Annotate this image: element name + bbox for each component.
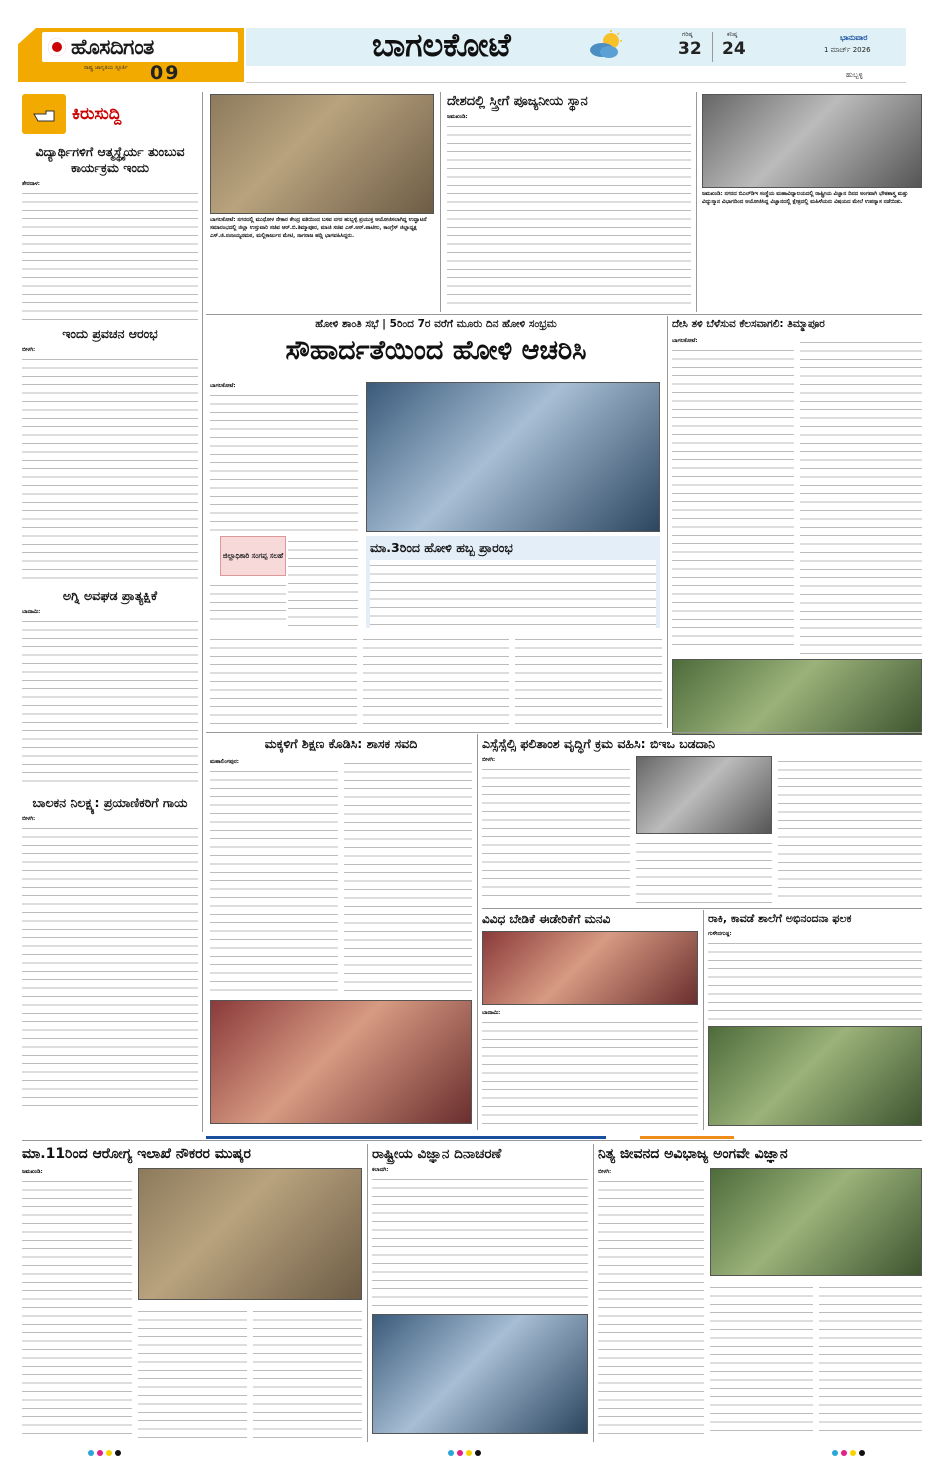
sslc-headline: ಎಸ್ಸೆಸ್ಸೆಲ್ಸಿ ಫಲಿತಾಂಶ ವೃದ್ಧಿಗೆ ಕ್ರಮ ವಹಿಸಿ: ಬಿಇಒ ಬಡದಾನಿ <box>482 736 716 751</box>
education-text-lines <box>210 766 338 992</box>
timmapur-text-lines <box>800 337 922 655</box>
brief-headline: ಬಾಲಕನ ನಿಲಕ್ಷ್ಯ: ಪ್ರಯಾಣಿಕರಿಗೆ ಗಾಯ <box>32 795 188 810</box>
education-headline: ಮಕ್ಕಳಿಗೆ ಶಿಕ್ಷಣ ಕೊಡಿಸಿ: ಶಾಸಕ ಸವದಿ <box>264 736 418 751</box>
brief-text-lines <box>22 354 198 582</box>
bottom-text-lines <box>819 1282 922 1438</box>
page-number: 09 <box>150 62 181 84</box>
issue-city: ಹುಬ್ಬಳ್ಳಿ <box>846 71 863 79</box>
holi-col1b <box>288 536 358 626</box>
story-text-lines <box>447 121 691 307</box>
seminar-photo <box>702 94 922 188</box>
sslc-body <box>482 756 630 904</box>
pointing-hand-icon <box>22 94 66 134</box>
brief-body <box>22 180 198 320</box>
column-rule <box>667 316 668 728</box>
sslc-text-lines <box>482 764 630 902</box>
seminar-caption: ಜಮಖಂಡಿ: ನಗರದ ಬಿಎಲ್‌ಡಿಇ ಸಂಸ್ಥೆಯ ಮಹಾವಿದ್ಯಾಲಯದಲ್ಲಿ ರಾಷ್ಟ್ರೀಯ ವಿಜ್ಞಾನ ದಿನದ ಅಂಗವಾಗಿ ಭೌತಶಾಸ್ತ್ರ ಮತ್ತು ವಿದ್ಯುನ್ಮಾನ ವಿಭಾಗದಿಂದ ಆಯೋಜಿಸಿದ್ದ ವಿಜ್ಞಾನದಲ್ಲಿ ಕ್ಷೇತ್ರದಲ್ಲಿ ಮಹಿಳೆಯರು ವಿಷಯದ ಮೇಲೆ ಉಪನ್ಯಾಸ ನಡೆಯಿತು. <box>702 191 908 205</box>
education-dateline: ಮಹಾಲಿಂಗಪುರ: <box>210 759 239 765</box>
education-story <box>210 736 472 1130</box>
brief-text-lines <box>22 188 198 320</box>
story-body <box>447 113 691 309</box>
health-strike-story <box>22 1146 362 1442</box>
award-dateline: ಗುಳೇದಗುಡ್ಡ: <box>708 931 732 937</box>
bottom-rule-orange <box>640 1136 734 1139</box>
brief-dateline: ಬೀಳಗಿ: <box>22 347 36 353</box>
bottom-body <box>710 1282 922 1438</box>
holi-col1c <box>210 580 286 626</box>
column-rule <box>477 734 478 1130</box>
bottom-text-lines <box>22 1176 132 1436</box>
sslc-story <box>482 736 922 906</box>
brief-headline: ಇಂದು ಪ್ರವಚನ ಆರಂಭ <box>62 326 158 341</box>
holi-bottom-cols <box>210 634 662 724</box>
story-headline: ದೇಶದಲ್ಲಿ ಸ್ತ್ರೀಗೆ ಪೂಜ್ಯನೀಯ ಸ್ಥಾನ <box>447 94 588 109</box>
education-text-lines <box>344 758 472 994</box>
holi-text-lines <box>210 390 358 532</box>
holi-subhead-lines <box>370 560 656 628</box>
bottom-headline: ಮಾ.11ರಿಂದ ಆರೋಗ್ಯ ಇಲಾಖೆ ನೌಕರರ ಮುಷ್ಕರ <box>22 1146 251 1162</box>
holi-text-lines <box>210 634 357 724</box>
holi-meeting-photo <box>366 382 660 532</box>
weather-max: 32 <box>678 39 702 59</box>
timmapur-headline: ದೇಸಿ ತಳಿ ಬೆಳೆಸುವ ಕೆಲಸವಾಗಲಿ: ತಿಮ್ಮಾಪೂರ <box>672 318 825 330</box>
demands-dateline: ಬಾದಾಮಿ: <box>482 1010 501 1016</box>
edition-band <box>246 28 906 66</box>
timmapur-story <box>672 318 922 728</box>
brand-tagline: ರಾಷ್ಟ್ರ ಜಾಗೃತಿಯ ಸ್ಫೂರ್ತಿ <box>84 65 128 71</box>
bottom-body <box>372 1166 588 1310</box>
kirusuddi-header <box>22 92 198 136</box>
sslc-photo <box>636 756 772 834</box>
timmapur-body <box>672 337 922 655</box>
column-rule <box>440 92 441 312</box>
education-photo <box>210 1000 472 1124</box>
brief-headline: ವಿದ್ಯಾರ್ಥಿಗಳಿಗೆ ಆತ್ಮಸ್ಥೈರ್ಯ ತುಂಬುವ ಕಾರ್ಯಕ್ರಮ ಇಂದು <box>35 144 185 175</box>
education-body <box>210 758 472 994</box>
column-rule <box>202 92 203 1132</box>
timmapur-photo <box>672 659 922 735</box>
holi-dc-box <box>220 536 286 576</box>
sslc-text-lines <box>778 756 922 904</box>
sslc-text-lines <box>636 838 772 904</box>
section-rule <box>206 314 922 315</box>
bottom-text-lines <box>138 1306 247 1438</box>
column-rule <box>367 1144 368 1442</box>
brief-text-lines <box>22 823 198 1113</box>
brief-dateline: ತೇರದಾಳ: <box>22 181 40 187</box>
holi-text-lines <box>515 634 662 724</box>
timmapur-text-lines <box>672 345 794 651</box>
brand-logo-icon <box>48 38 66 56</box>
holi-headline: ಸೌಹಾರ್ದತೆಯಿಂದ ಹೋಳಿ ಆಚರಿಸಿ <box>285 335 587 366</box>
award-body <box>708 930 922 1022</box>
brief-headline: ಅಗ್ನಿ ಅವಘಡ ಪ್ರಾತ್ಯಕ್ಷಿಕೆ <box>62 588 158 603</box>
edition-title: ಬಾಗಲಕೋಟೆ <box>372 26 511 64</box>
section-rule <box>22 1140 922 1141</box>
health-strike-photo <box>138 1168 362 1300</box>
demands-story <box>482 912 698 1130</box>
bottom-text-lines <box>253 1306 362 1438</box>
section-rule <box>482 908 922 909</box>
story-dateline: ಜಮಖಂಡಿ: <box>447 114 468 120</box>
holi-subhead-band <box>366 536 660 628</box>
weather-min: 24 <box>722 39 746 59</box>
column-rule <box>703 910 704 1130</box>
inauguration-photo <box>210 94 434 214</box>
holi-text-lines <box>210 580 286 626</box>
demands-photo <box>482 931 698 1005</box>
award-text-lines <box>708 938 922 1020</box>
holi-col1 <box>210 382 358 532</box>
education-col <box>210 758 338 994</box>
bottom-text-lines <box>372 1174 588 1308</box>
timmapur-col <box>672 337 794 655</box>
science-life-photo <box>710 1168 922 1276</box>
brief-body <box>22 815 198 1115</box>
science-day-photo <box>372 1314 588 1434</box>
column-rule <box>696 92 697 312</box>
registration-dots <box>448 1450 481 1456</box>
bottom-body <box>138 1306 362 1438</box>
story-women <box>447 94 691 310</box>
masthead <box>0 0 945 86</box>
holi-story <box>210 318 662 728</box>
demands-headline: ವಿವಿಧ ಬೇಡಿಕೆ ಈಡೇರಿಕೆಗೆ ಮನವಿ <box>482 912 611 926</box>
demands-text-lines <box>482 1017 698 1125</box>
degree-sep <box>712 32 713 62</box>
weather-min-label: ಕನಿಷ್ಠ <box>727 31 738 38</box>
kirusuddi-column <box>22 92 198 1132</box>
brief-text-lines <box>22 616 198 784</box>
weather-icon <box>587 30 625 60</box>
holi-text-lines <box>288 536 358 626</box>
issue-day: ಭಾನುವಾರ <box>840 33 868 42</box>
brief-dateline: ಬಾದಾಮಿ: <box>22 609 41 615</box>
brand-name: ಹೊಸದಿಗಂತ <box>40 30 240 64</box>
brief-body <box>22 346 198 582</box>
bottom-body <box>22 1168 132 1438</box>
bottom-dateline: ಜಮಖಂಡಿ: <box>22 1169 43 1175</box>
bottom-rule-blue <box>206 1136 606 1139</box>
bottom-body <box>598 1168 704 1438</box>
demands-body <box>482 1009 698 1127</box>
bottom-dateline: ಬೀಳಗಿ: <box>598 1169 612 1175</box>
holi-dateline: ಬಾಗಲಕೋಟೆ: <box>210 383 236 389</box>
weather-max-label: ಗರಿಷ್ಠ <box>682 31 693 38</box>
bottom-text-lines <box>710 1282 813 1438</box>
science-day-story <box>372 1146 588 1442</box>
brief-body <box>22 608 198 784</box>
award-headline: ರಾಕಿ, ಕಾವಡೆ ಶಾಲೆಗೆ ಅಭಿನಂದನಾ ಫಲಕ <box>708 912 852 925</box>
award-photo <box>708 1026 922 1126</box>
section-rule <box>206 732 922 733</box>
bottom-headline: ನಿತ್ಯ ಜೀವನದ ಅವಿಭಾಜ್ಯ ಅಂಗವೇ ವಿಜ್ಞಾನ <box>598 1146 788 1162</box>
bottom-text-lines <box>598 1176 704 1436</box>
holi-kicker: ಹೋಳಿ ಶಾಂತಿ ಸಭೆ | 5ರಿಂದ 7ರ ವರೆಗೆ ಮೂರು ದಿನ ಹೋಳಿ ಸಂಭ್ರಮ <box>315 318 557 330</box>
holi-dc-box-label: ಜಿಲ್ಲಾಧಿಕಾರಿ ಸಂಗಪ್ಪ ಸಲಹೆ <box>222 551 284 560</box>
award-story <box>708 912 922 1130</box>
inauguration-caption: ಬಾಗಲಕೋಟೆ: ನಗರದಲ್ಲಿ ಮುಧೋಳ ನೇಕಾರ ಕೇಂದ್ರ ವತಿಯಿಂದ ಬಸವ ನಗರ ಹುಬ್ಬಳ್ಳಿ ಪ್ರಯುಕ್ತ ಆಯೋಜಿಸಲಾಗಿದ್ದ ಉದ್ಘಾಟನೆ ಸಮಾರಂಭದಲ್ಲಿ ಜಿಲ್ಲಾ ಉಸ್ತುವಾರಿ ಸಚಿವ ಆರ್.ಬಿ.ತಿಮ್ಮಾಪೂರ, ಮಾಜಿ ಸಚಿವ ಎಸ್.ಆರ್.ಪಾಟೀಲ, ಕಾಂಗ್ರೆಸ್ ಜಿಲ್ಲಾಧ್ಯಕ್ಷ ಎಸ್.ಜಿ.ನಂಜಯ್ಯನಮಠ, ಮಲ್ಲಿಕಾರ್ಜುನ ಮೇಟಿ, ನಾಗರಾಜ ಹದ್ಲಿ ಭಾಗವಹಿಸಿದ್ದರು. <box>210 217 427 239</box>
column-rule <box>593 1144 594 1442</box>
timmapur-dateline: ಬಾಗಲಕೋಟೆ: <box>672 338 698 344</box>
bottom-dateline: ಕಲಾದಗಿ: <box>372 1167 389 1173</box>
bottom-headline: ರಾಷ್ಟ್ರೀಯ ವಿಜ್ಞಾನ ದಿನಾಚರಣೆ <box>372 1146 502 1162</box>
sslc-dateline: ಬೀಳಗಿ: <box>482 757 496 763</box>
masthead-rule <box>246 82 906 83</box>
issue-date: 1 ಮಾರ್ಚ್ 2026 <box>824 46 871 54</box>
brief-dateline: ಬೀಳಗಿ: <box>22 816 36 822</box>
science-life-story <box>598 1146 922 1442</box>
kirusuddi-label: ಕಿರುಸುದ್ದಿ <box>72 104 122 124</box>
registration-dots <box>832 1450 865 1456</box>
registration-dots <box>88 1450 121 1456</box>
holi-text-lines <box>363 634 510 724</box>
holi-subhead: ಮಾ.3ರಿಂದ ಹೋಳಿ ಹಬ್ಬ ಪ್ರಾರಂಭ <box>370 540 513 555</box>
